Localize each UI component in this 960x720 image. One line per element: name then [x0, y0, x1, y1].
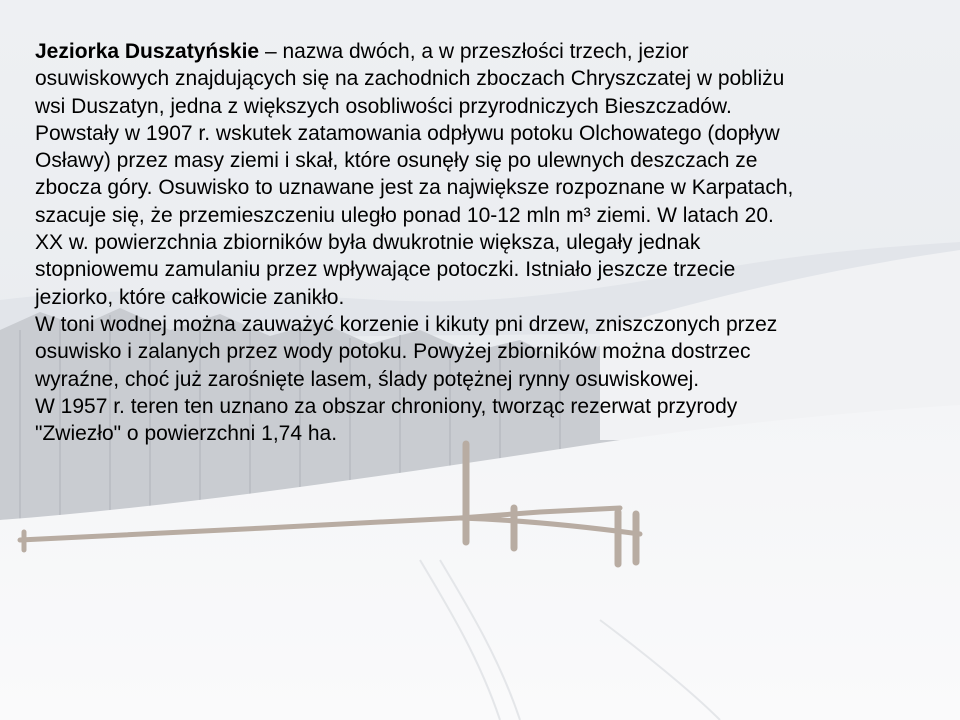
paragraph-line: osuwiskowych znajdujących się na zachodnich zboczach Chryszczatej w pobliżu [35, 67, 785, 91]
slide-text [35, 38, 935, 447]
paragraph-line [35, 38, 935, 65]
paragraph-line: szacuje się, że przemieszczeniu uległo ponad 10-12 mln m³ ziemi. W latach 20. [35, 203, 774, 227]
paragraph-line: XX w. powierzchnia zbiorników była dwukrotnie większa, ulegały jednak [35, 231, 701, 255]
paragraph-line: zbocza góry. Osuwisko to uznawane jest za największe rozpoznane w Karpatach, [35, 176, 794, 200]
paragraph-line: W toni wodnej można zauważyć korzenie i kikuty pni drzew, zniszczonych przez [35, 312, 778, 336]
paragraph-line: Powstały w 1907 r. wskutek zatamowania odpływu potoku Olchowatego (dopływ [35, 121, 780, 145]
paragraph-line: Osławy) przez masy ziemi i skał, które osunęły się po ulewnych deszczach ze [35, 149, 758, 173]
paragraph-text: – nazwa dwóch, a w przeszłości trzech, jezior [259, 40, 689, 63]
paragraph-line: jeziorko, które całkowicie zanikło. [35, 285, 345, 309]
paragraph-line: wyraźne, choć już zarośnięte lasem, ślady potężnej rynny osuwiskowej. [35, 367, 700, 391]
paragraph-line: osuwisko i zalanych przez wody potoku. Powyżej zbiorników można dostrzec [35, 340, 751, 364]
paragraph-line: stopniowemu zamulaniu przez wpływające potoczki. Istniało jeszcze trzecie [35, 258, 736, 282]
paragraph-line: W 1957 r. teren ten uznano za obszar chroniony, tworząc rezerwat przyrody [35, 394, 738, 418]
paragraph-line: wsi Duszatyn, jedna z większych osobliwości przyrodniczych Bieszczadów. [35, 94, 732, 118]
title-term: Jeziorka Duszatyńskie [35, 40, 260, 63]
paragraph-line: "Zwiezło" o powierzchni 1,74 ha. [35, 422, 338, 446]
